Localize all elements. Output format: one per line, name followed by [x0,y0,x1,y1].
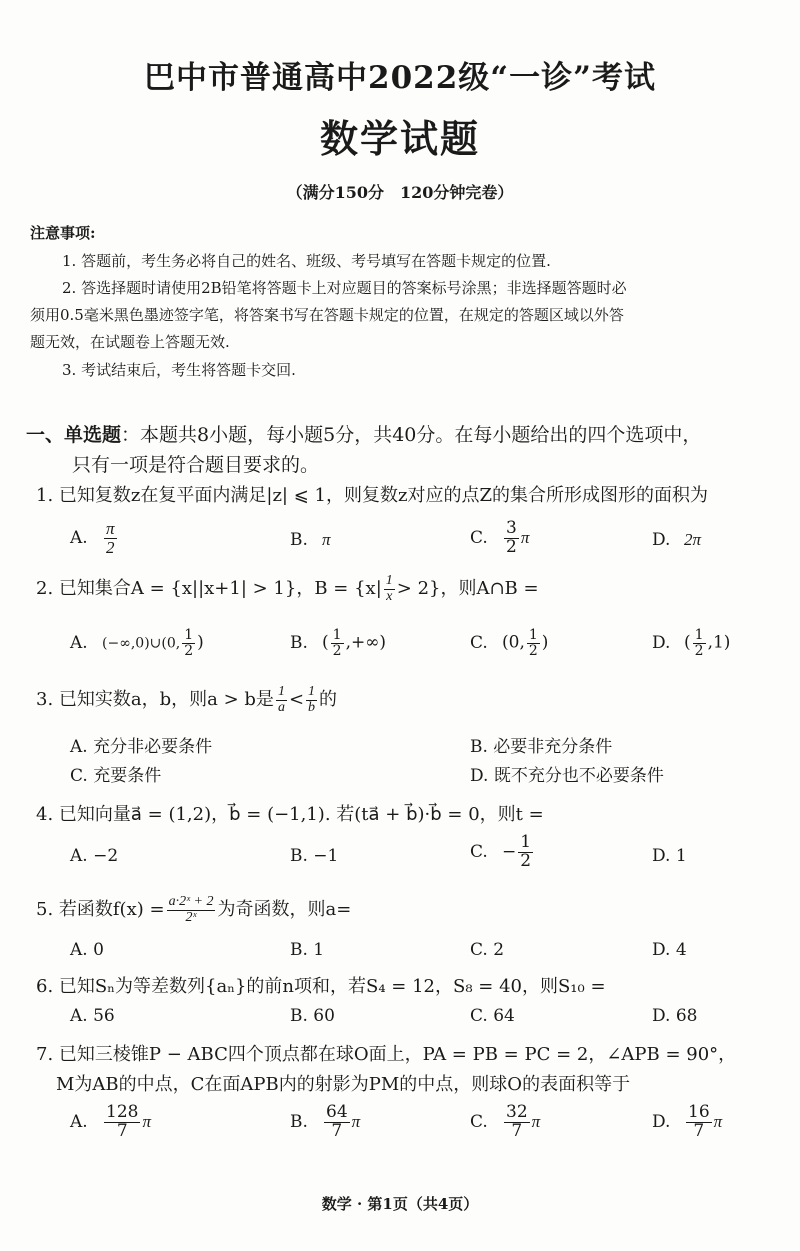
note-line: 3. 考试结束后，考生将答题卡交回. [62,361,296,379]
option-label: A. [70,527,88,548]
q4-option-d: D. 1 [652,846,687,866]
q1-option-a [70,520,119,557]
fraction: $\frac{1}{2}$ [184,627,194,659]
q5-option-b: B. 1 [290,940,325,960]
subject-title: 数学试题 [319,116,480,161]
fraction: $\frac{128}{7}$ [106,1102,139,1141]
fraction: $\frac{1}{x}$ [385,573,393,604]
fraction: $\frac{1}{a}$ [277,684,285,715]
fraction: $\frac{1}{2}$ [332,627,342,659]
fraction: $\frac{\text{a·2ˣ + 2}}{\text{2ˣ}}$ [168,894,214,925]
question-4-stem: 4. 已知向量a⃗ = (1,2)，b⃗ = (−1,1). 若(ta⃗ + b⃗)·b⃗ = 0，则t = [36,804,544,825]
question-2-stem: 2. 已知集合A = {x||x+1| > 1}，B = {x| $\frac{1}{x}$ > 2}，则A∩B = [36,573,539,604]
q7-option-b: B. $\frac{64}{7}$ π [290,1102,361,1141]
fraction: $\frac{1}{2}$ [694,627,704,659]
question-7-stem-line1: 7. 已知三棱锥P − ABC四个顶点都在球O面上，PA = PB = PC = 2，∠APB = 90°， [36,1044,737,1065]
section-desc: ：本题共8小题，每小题5分，共40分。在每小题给出的四个选项中， [121,424,702,446]
q2-option-c: C. (0, $\frac{1}{2}$ ) [470,627,549,659]
q3-option-d: D. 既不充分也不必要条件 [470,766,664,786]
fraction: $\frac{64}{7}$ [326,1102,348,1141]
q7-option-d: D. $\frac{16}{7}$ π [652,1102,723,1141]
q2-option-a: A. (−∞,0)∪(0, $\frac{1}{2}$ ) [70,627,204,659]
q4-option-a: A. −2 [70,846,119,866]
q5-option-a: A. 0 [70,940,104,960]
fraction: $\frac{1}{b}$ [308,684,316,715]
note-line: 1. 答题前，考生务必将自己的姓名、班级、考号填写在答题卡规定的位置. [62,252,551,270]
fraction: $\frac{1}{2}$ [520,832,532,871]
q7-option-c: C. $\frac{32}{7}$ π [470,1102,541,1141]
page-footer: 数学 · 第1页（共4页） [321,1195,479,1213]
q6-option-b: B. 60 [290,1006,335,1026]
section-desc: 只有一项是符合题目要求的。 [72,454,320,476]
q6-option-a: A. 56 [70,1006,115,1026]
q2-option-b: B. ( $\frac{1}{2}$ ,+∞) [290,627,387,659]
section-heading [26,420,701,447]
q6-option-d: D. 68 [652,1006,698,1026]
q5-option-c: C. 2 [470,940,505,960]
note-line: 题无效，在试题卷上答题无效. [30,333,230,351]
q5-option-d: D. 4 [652,940,687,960]
question-3-stem: 3. 已知实数a，b，则a > b是 $\frac{1}{a}$ < $\frac{1}{b}$ 的 [36,684,338,715]
q3-option-c: C. 充要条件 [70,766,162,786]
exam-subtitle: （满分150分 120分钟完卷） [286,183,514,202]
section-desc-line2 [72,450,319,477]
notes-heading: 注意事项: [30,224,96,242]
exam-title: 巴中市普通高中2022级“一诊”考试 [144,60,656,96]
q4-option-b: B. −1 [290,846,339,866]
section-label: 一、单选题 [26,424,122,446]
note-line: 2. 答选择题时请使用2B铅笔将答题卡上对应题目的答案标号涂黑；非选择题答题时必 [62,279,627,297]
question-5-stem: 5. 若函数f(x) = $\frac{\text{a·2ˣ + 2}}{\text{2ˣ}}$ 为奇函数，则a= [36,894,352,925]
q7-option-a: A. $\frac{128}{7}$ π [70,1102,151,1141]
fraction: $\frac{32}{7}$ [506,1102,528,1141]
q1-option-b: B. π [290,530,331,550]
q3-option-a: A. 充分非必要条件 [70,737,213,757]
fraction: $\frac{16}{7}$ [688,1102,710,1141]
q1-option-c: C. $\frac{3}{2}$ π [470,518,530,557]
q6-option-c: C. 64 [470,1006,515,1026]
question-7-stem-line2: M为AB的中点，C在面APB内的射影为PM的中点，则球O的表面积等于 [56,1074,631,1095]
q4-option-c: C. − $\frac{1}{2}$ [470,832,532,871]
question-1-stem: 1. 已知复数z在复平面内满足|z| ⩽ 1，则复数z对应的点Z的集合所形成图形的面积为 [36,485,708,506]
question-6-stem: 6. 已知Sₙ为等差数列{aₙ}的前n项和，若S₄ = 12，S₈ = 40，则S₁₀ = [36,976,606,997]
fraction: $\frac{3}{2}$ [506,518,517,557]
fraction: $\frac{\pi}{2}$ [106,519,115,557]
q1-option-d: D. 2π [652,530,702,550]
q2-option-d: D. ( $\frac{1}{2}$ ,1) [652,627,731,659]
note-line: 须用0.5毫米黑色墨迹签字笔，将答案书写在答题卡规定的位置，在规定的答题区域以外答 [30,306,624,324]
fraction: $\frac{1}{2}$ [528,627,538,659]
q3-option-b: B. 必要非充分条件 [470,737,613,757]
